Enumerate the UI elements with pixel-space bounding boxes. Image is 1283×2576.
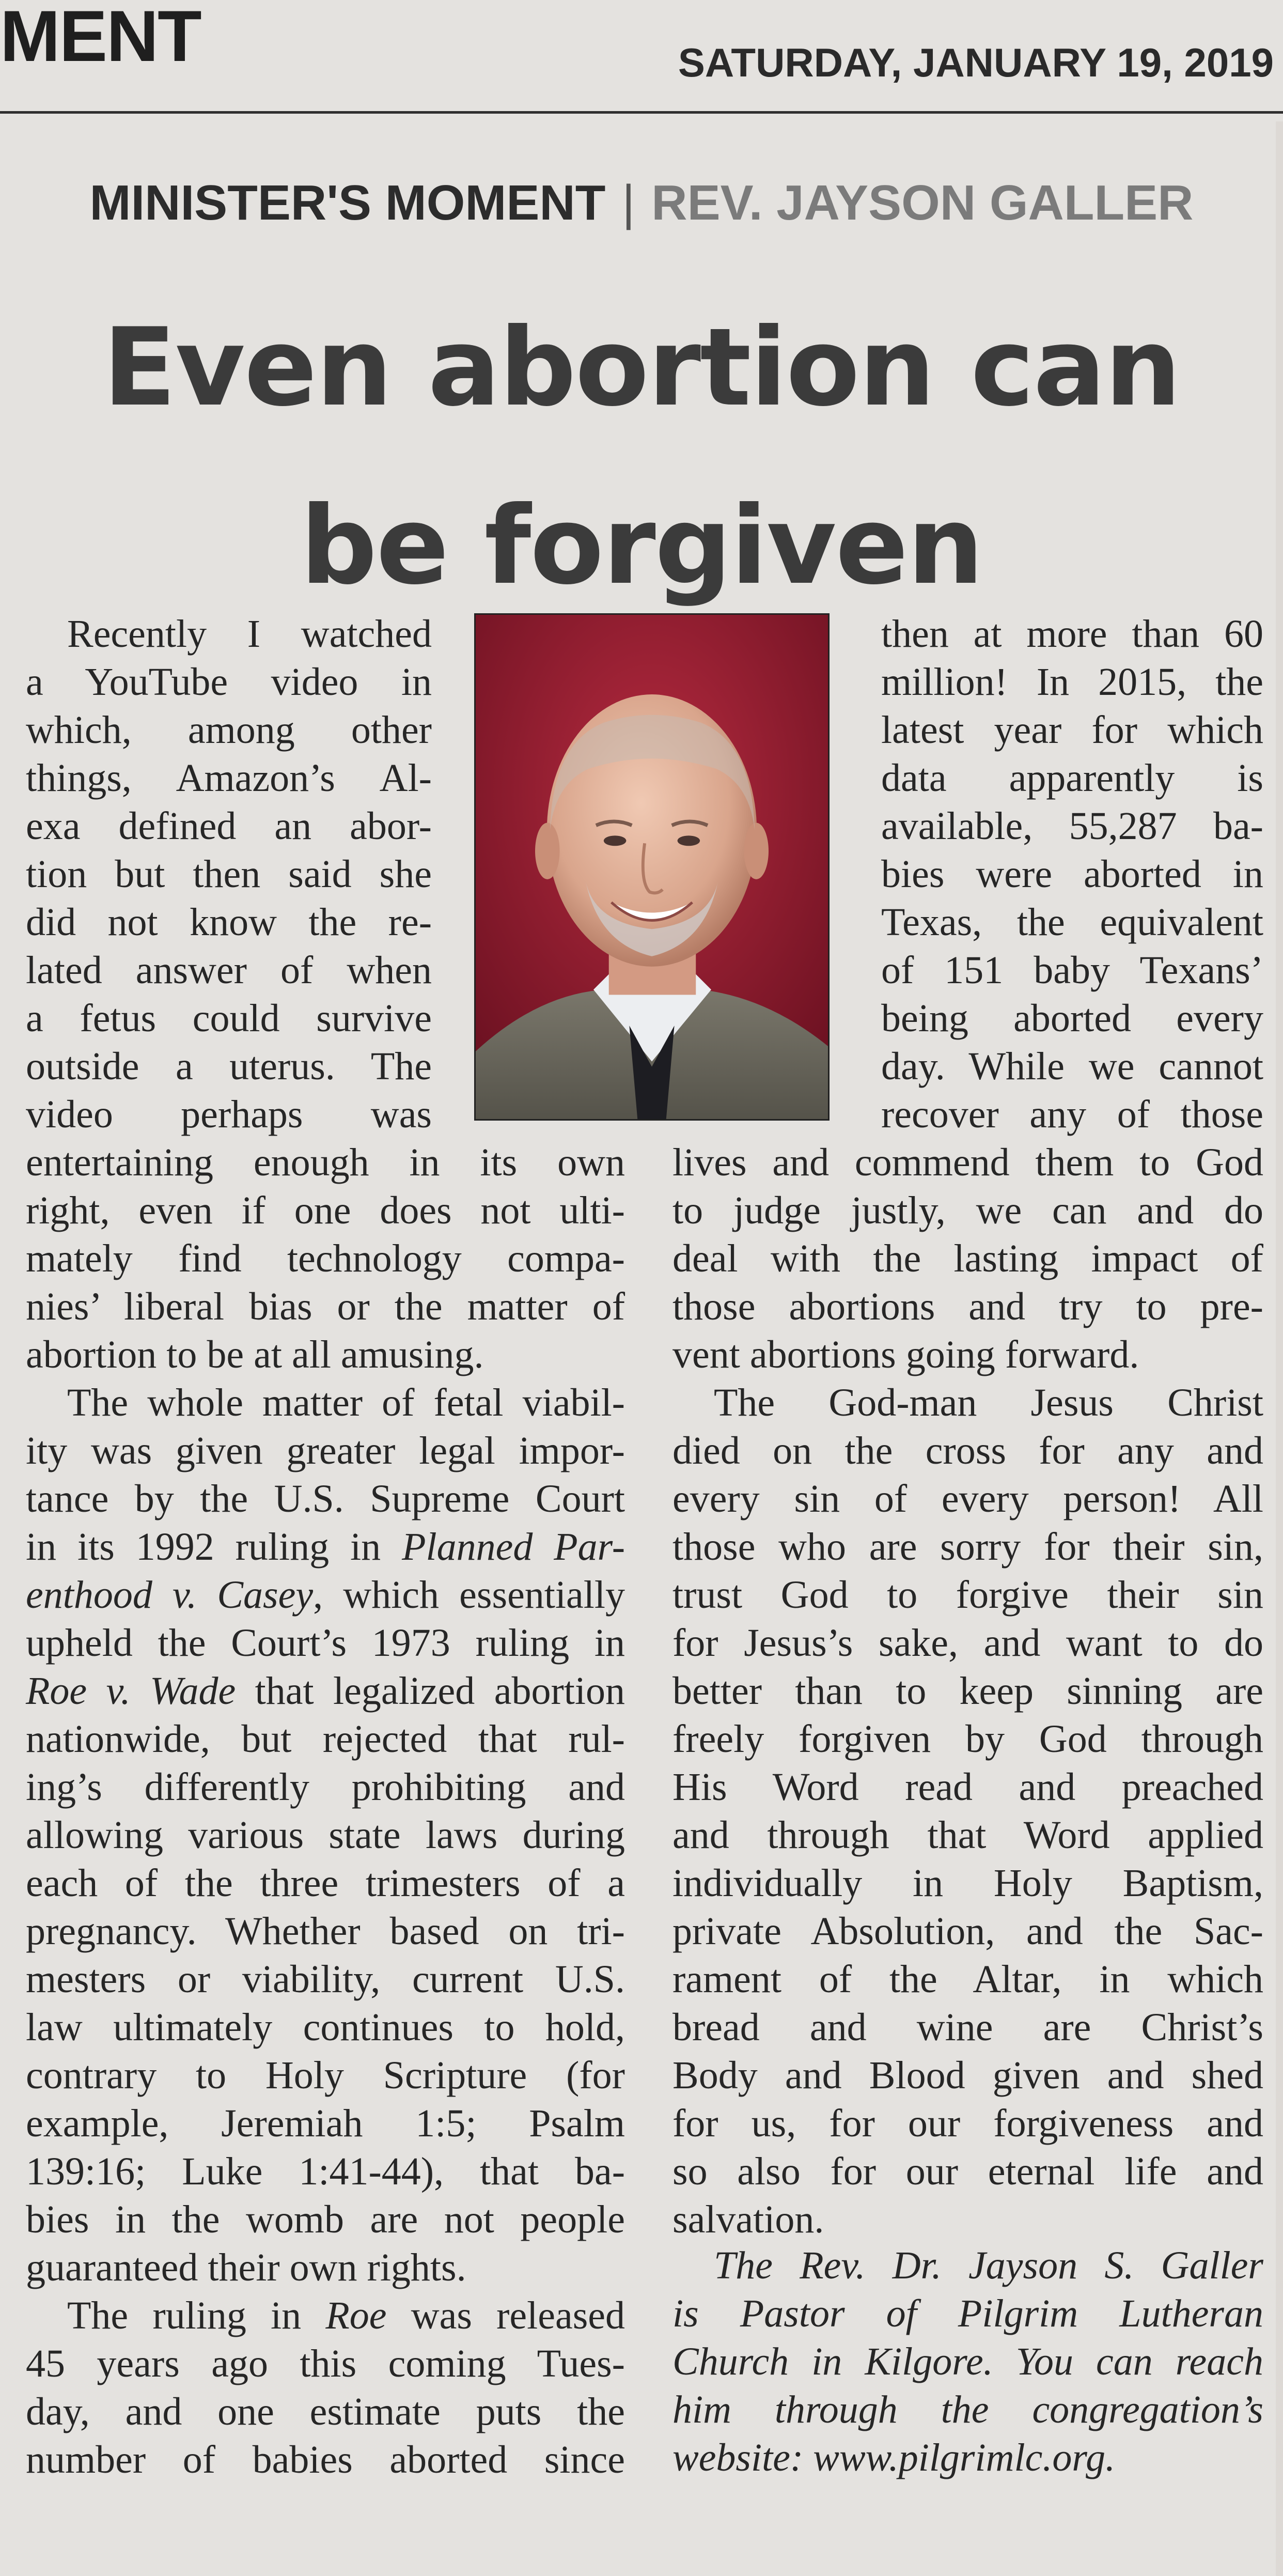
text-line: for us, for our forgiveness and: [672, 2102, 1263, 2145]
text-line: day. While we cannot: [881, 1045, 1263, 1088]
text-line: ing’s differently prohibiting and: [26, 1765, 625, 1809]
text-line: things, Amazon’s Al-: [26, 756, 432, 800]
text-line: example, Jeremiah 1:5; Psalm: [26, 2102, 625, 2145]
text-line: salvation.: [672, 2198, 824, 2241]
text-line: tance by the U.S. Supreme Court: [26, 1477, 625, 1520]
text-line: those abortions and try to pre-: [672, 1285, 1263, 1328]
headline-line-1: Even abortion can: [103, 305, 1180, 430]
text-line: to judge justly, we can and do: [672, 1189, 1263, 1232]
text-line: pregnancy. Whether based on tri-: [26, 1910, 625, 1953]
text-line: did not know the re-: [26, 901, 432, 944]
text-line: The God-man Jesus Christ: [714, 1381, 1263, 1424]
text-line: bies in the womb are not people: [26, 2198, 625, 2241]
text-line: a YouTube video in: [26, 660, 432, 704]
text-line: nationwide, but rejected that rul-: [26, 1717, 625, 1761]
text-line: of 151 baby Texans’: [881, 949, 1263, 992]
text-line: bies were aborted in: [881, 852, 1263, 896]
text-line: individually in Holy Baptism,: [672, 1861, 1263, 1905]
author-name: REV. JAYSON GALLER: [651, 175, 1194, 230]
text-line: then at more than 60: [881, 612, 1263, 656]
headline-line-2: be forgiven: [300, 484, 983, 609]
bio-line: him through the congregation’s: [672, 2388, 1263, 2431]
page-edge: [1276, 121, 1283, 2576]
column-1-bottom: [26, 1139, 625, 2484]
text-line: million! In 2015, the: [881, 660, 1263, 704]
bio-line: website: www.pilgrimlc.org.: [672, 2436, 1116, 2479]
text-line: lated answer of when: [26, 949, 432, 992]
text-line: abortion to be at all amusing.: [26, 1333, 484, 1376]
text-line: The whole matter of fetal viabil-: [67, 1381, 625, 1424]
text-line: better than to keep sinning are: [672, 1669, 1263, 1713]
text-line: upheld the Court’s 1973 ruling in: [26, 1621, 625, 1665]
column-1-top: [26, 610, 432, 1139]
text-line: Texas, the equivalent: [881, 901, 1263, 944]
text-line: died on the cross for any and: [672, 1429, 1263, 1472]
text-line: Recently I watched: [67, 612, 432, 656]
text-line: 139:16; Luke 1:41-44), that ba-: [26, 2150, 625, 2193]
bio-line: The Rev. Dr. Jayson S. Galler: [714, 2244, 1263, 2287]
text-line: those who are sorry for their sin,: [672, 1525, 1263, 1569]
column-2-top: [881, 610, 1263, 1139]
portrait-image: [476, 615, 828, 1119]
text-line: private Absolution, and the Sac-: [672, 1910, 1263, 1953]
text-line: right, even if one does not ulti-: [26, 1189, 625, 1232]
text-line: for Jesus’s sake, and want to do: [672, 1621, 1263, 1665]
text-line: rament of the Altar, in which: [672, 1958, 1263, 2001]
text-line: day, and one estimate puts the: [26, 2390, 625, 2433]
text-line: entertaining enough in its own: [26, 1141, 625, 1184]
headline: [0, 279, 1283, 635]
text-line: every sin of every person! All: [672, 1477, 1263, 1520]
text-run: that legalized abortion: [236, 1669, 625, 1713]
column-2-bottom: [672, 1139, 1263, 2244]
text-line: a fetus could survive: [26, 997, 432, 1040]
bio-line: Church in Kilgore. You can reach: [672, 2340, 1263, 2383]
text-run: The ruling in: [67, 2294, 326, 2337]
text-line: 45 years ago this coming Tues-: [26, 2342, 625, 2385]
text-line: His Word read and preached: [672, 1765, 1263, 1809]
text-line: vent abortions going forward.: [672, 1333, 1139, 1376]
text-line: bread and wine are Christ’s: [672, 2006, 1263, 2049]
text-line: so also for our eternal life and: [672, 2150, 1263, 2193]
column-kicker: [0, 175, 1283, 230]
text-line: trust God to forgive their sin: [672, 1573, 1263, 1617]
bio-line: is Pastor of Pilgrim Lutheran: [672, 2292, 1263, 2335]
text-line: outside a uterus. The: [26, 1045, 432, 1088]
text-line: mesters or viability, current U.S.: [26, 1958, 625, 2001]
issue-date: SATURDAY, JANUARY 19, 2019: [678, 40, 1274, 85]
section-name: MENT: [0, 0, 201, 76]
text-line: ity was given greater legal impor-: [26, 1429, 625, 1472]
text-line: allowing various state laws during: [26, 1813, 625, 1857]
text-line: data apparently is: [881, 756, 1263, 800]
text-line: law ultimately continues to hold,: [26, 2006, 625, 2049]
text-line: [26, 1571, 625, 1619]
column-name: MINISTER'S MOMENT: [89, 175, 606, 230]
case-name: Planned Par-: [402, 1525, 625, 1569]
text-line: video perhaps was: [26, 1093, 432, 1136]
text-line: Body and Blood given and shed: [672, 2054, 1263, 2097]
text-line: tion but then said she: [26, 852, 432, 896]
text-line: and through that Word applied: [672, 1813, 1263, 1857]
text-line: contrary to Holy Scripture (for: [26, 2054, 625, 2097]
text-line: lives and commend them to God: [672, 1141, 1263, 1184]
text-run: in its 1992 ruling in: [26, 1525, 381, 1569]
case-name: Roe: [325, 2294, 387, 2337]
case-name: Roe v. Wade: [26, 1669, 236, 1713]
text-line: which, among other: [26, 708, 432, 752]
text-line: mately find technology compa-: [26, 1237, 625, 1280]
text-line: exa defined an abor-: [26, 804, 432, 848]
text-line: deal with the lasting impact of: [672, 1237, 1263, 1280]
text-line: [26, 2292, 625, 2340]
author-bio: [672, 2242, 1263, 2482]
text-line: being aborted every: [881, 997, 1263, 1040]
author-photo: [474, 613, 830, 1121]
masthead-rule: [0, 111, 1283, 114]
text-line: recover any of those: [881, 1093, 1263, 1136]
text-line: nies’ liberal bias or the matter of: [26, 1285, 625, 1328]
text-line: guaranteed their own rights.: [26, 2246, 466, 2289]
text-line: available, 55,287 ba-: [881, 804, 1263, 848]
kicker-separator: |: [622, 175, 635, 230]
text-line: freely forgiven by God through: [672, 1717, 1263, 1761]
text-run: , which essentially: [313, 1573, 625, 1617]
text-line: each of the three trimesters of a: [26, 1861, 625, 1905]
text-line: latest year for which: [881, 708, 1263, 752]
case-name: enthood v. Casey: [26, 1573, 314, 1617]
text-line: [26, 1523, 625, 1571]
text-line: number of babies aborted since: [26, 2438, 625, 2481]
text-line: [26, 1667, 625, 1715]
text-run: was released: [386, 2294, 625, 2337]
